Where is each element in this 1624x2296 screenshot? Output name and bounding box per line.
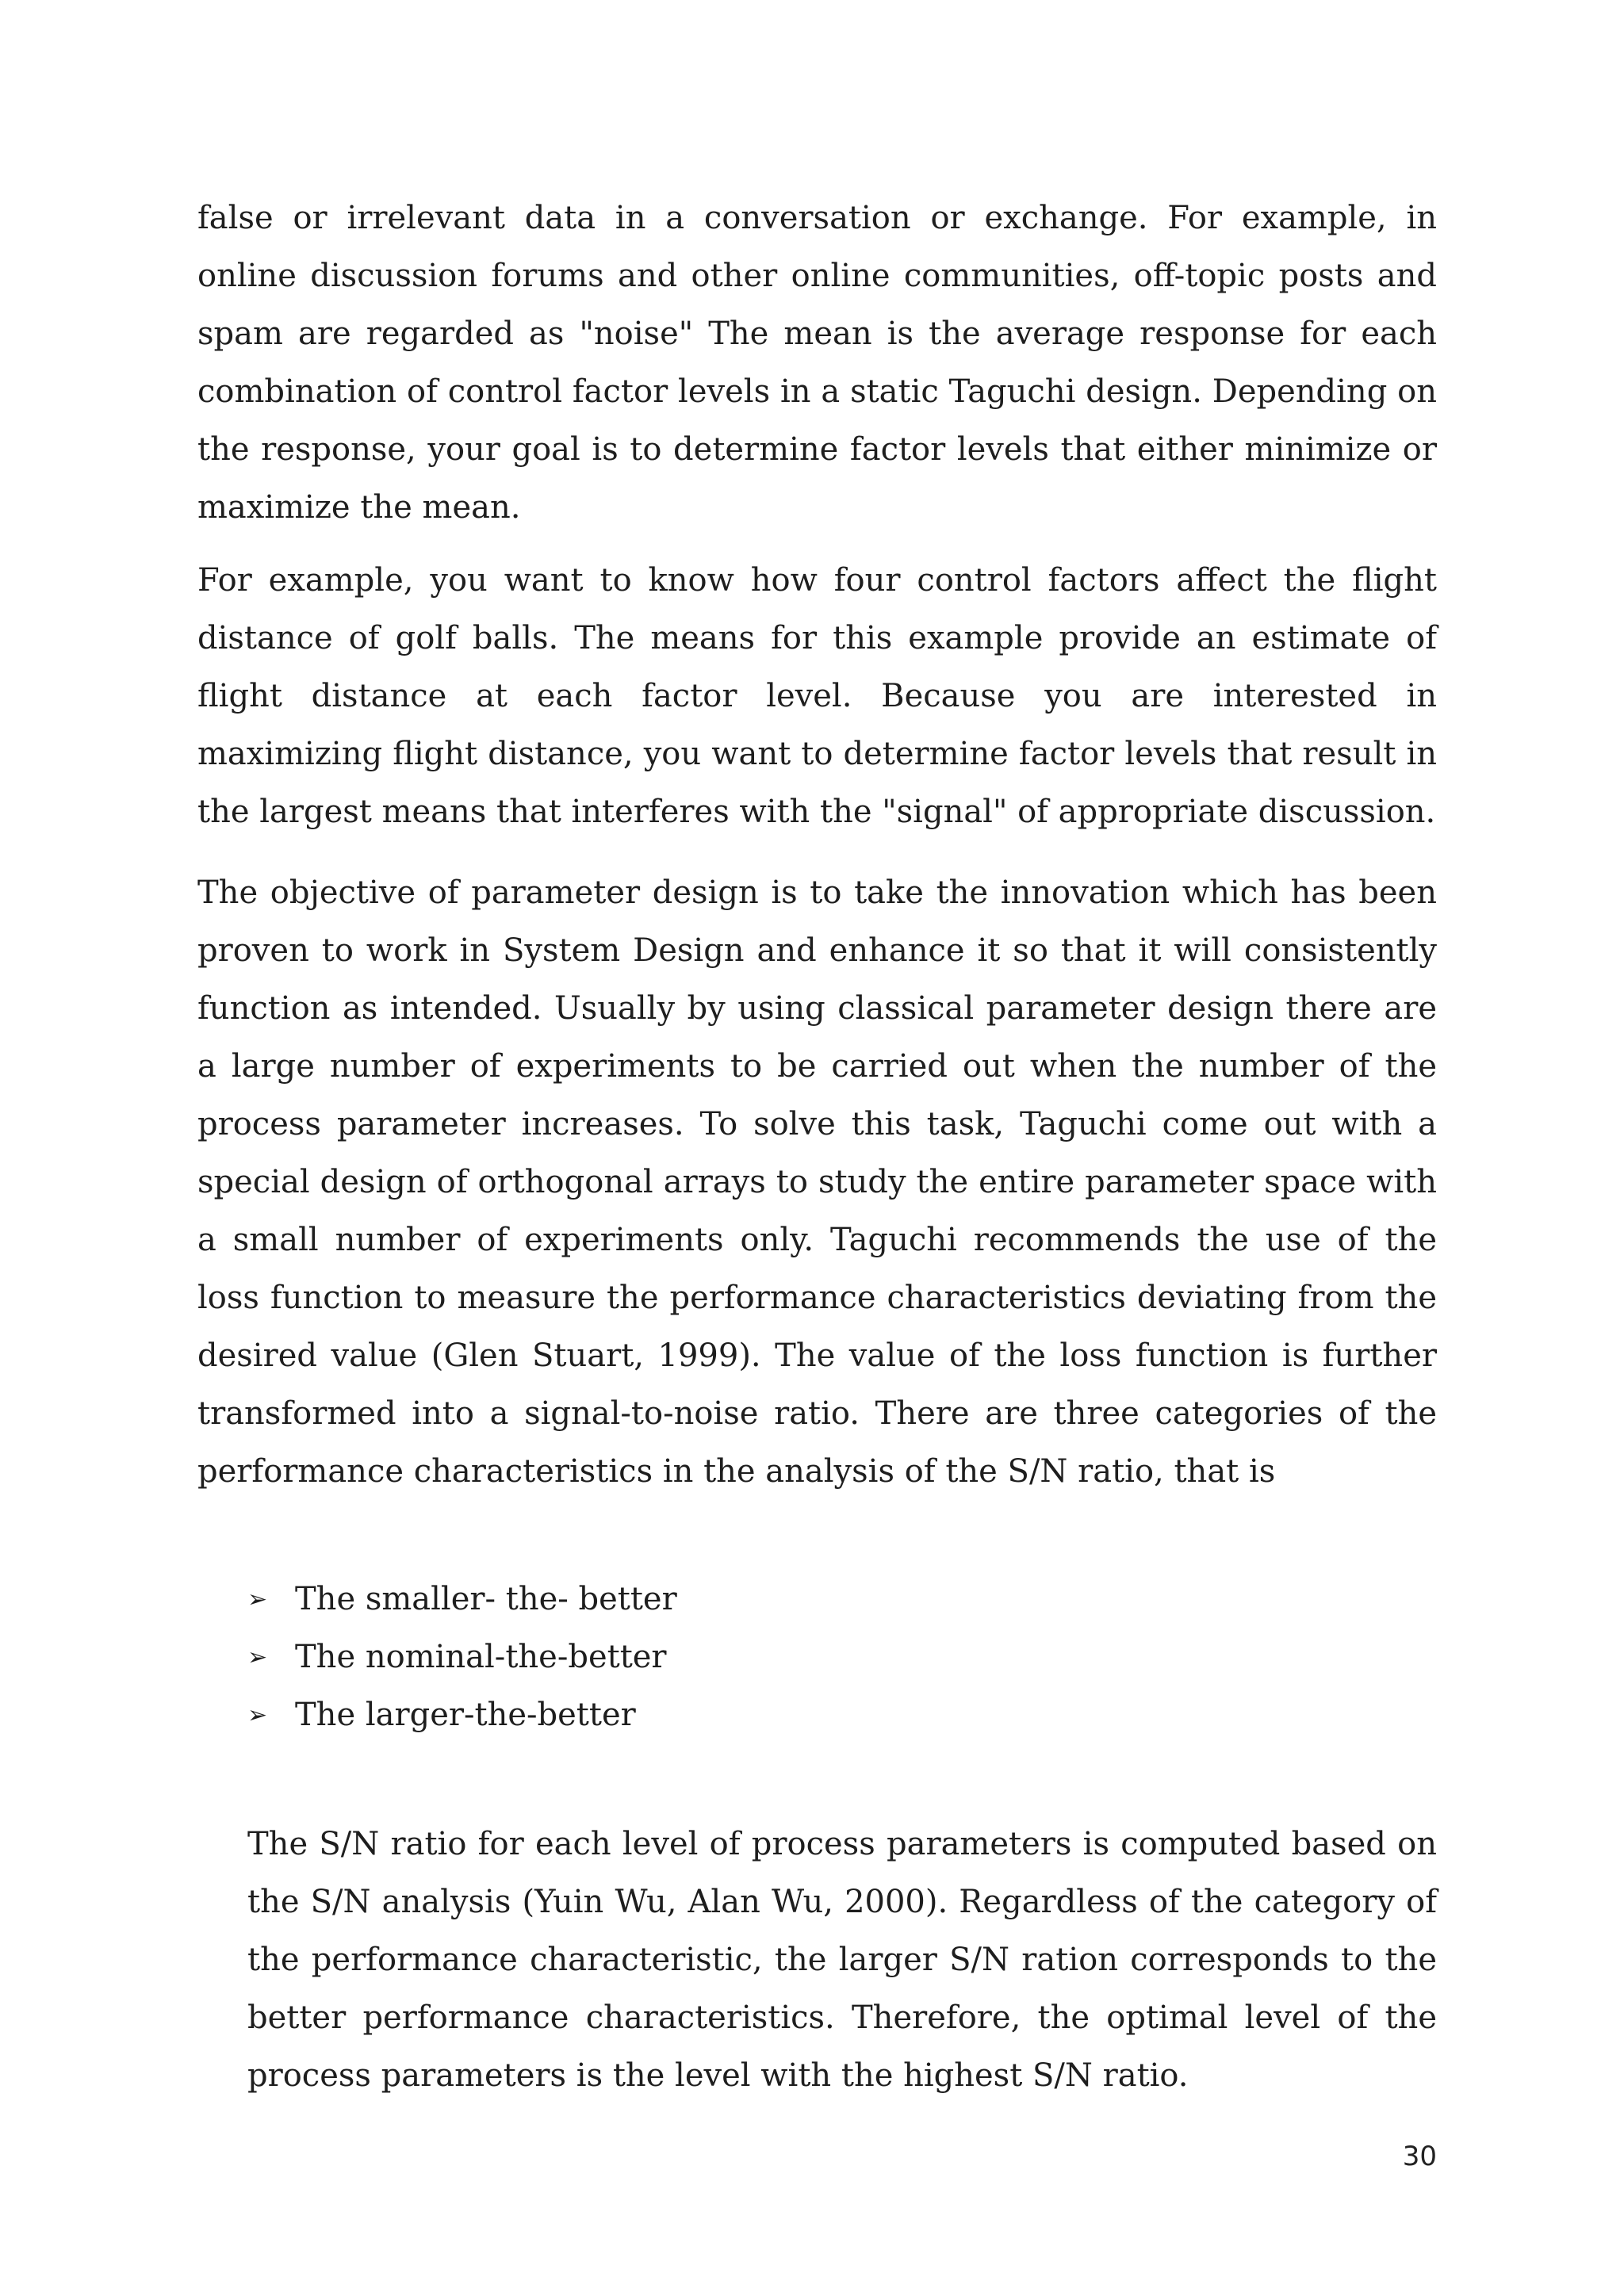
- paragraph-golf-example: For example, you want to know how four control factors affect the flight distance of golf balls. The means for this example provide an estimate of flight distance at each factor level. Because you are interested in maximizing flight distance, you want to determine factor levels that result in the largest means that interferes with the "signal" of appropriate discussion.: [197, 562, 1437, 830]
- paragraph-parameter-design: The objective of parameter design is to take the innovation which has been proven to work in System Design and enhance it so that it will consistently function as intended. Usually by using classical parameter design there are a large number of experiments to be carried out when the number of the process parameter increases. To solve this task, Taguchi come out with a special design of orthogonal arrays to study the entire parameter space with a small number of experiments only. Taguchi recommends the use of the loss function to measure the performance characteristics deviating from the desired value (Glen Stuart, 1999). The value of the loss function is further transformed into a signal-to-noise ratio. There are three categories of the performance characteristics in the analysis of the S/N ratio, that is: [197, 874, 1437, 1490]
- list-item: [247, 1571, 677, 1628]
- arrowhead-bullet-icon: ➢: [247, 1586, 268, 1613]
- paragraph-noise-mean: false or irrelevant data in a conversation or exchange. For example, in online discussion forums and other online communities, off-topic posts and spam are regarded as "noise" The mean is the average response for each combination of control factor levels in a static Taguchi design. Depending on the response, your goal is to determine factor levels that either minimize or maximize the mean.: [197, 200, 1437, 526]
- list-item: [247, 1686, 677, 1744]
- paragraph-sn-ratio: The S/N ratio for each level of process parameters is computed based on the S/N analysis (Yuin Wu, Alan Wu, 2000). Regardless of the category of the performance characteristic, the larger S/N ration corresponds to the better performance characteristics. Therefore, the optimal level of the process parameters is the level with the highest S/N ratio.: [247, 1826, 1437, 2094]
- arrowhead-bullet-icon: ➢: [247, 1701, 268, 1729]
- sn-categories-list: [247, 1571, 677, 1744]
- page-number: 30: [1402, 2141, 1437, 2172]
- list-item-text: The nominal-the-better: [295, 1639, 667, 1675]
- arrowhead-bullet-icon: ➢: [247, 1644, 268, 1671]
- list-item-text: The smaller- the- better: [295, 1581, 677, 1617]
- list-item: [247, 1628, 677, 1686]
- list-item-text: The larger-the-better: [295, 1697, 636, 1733]
